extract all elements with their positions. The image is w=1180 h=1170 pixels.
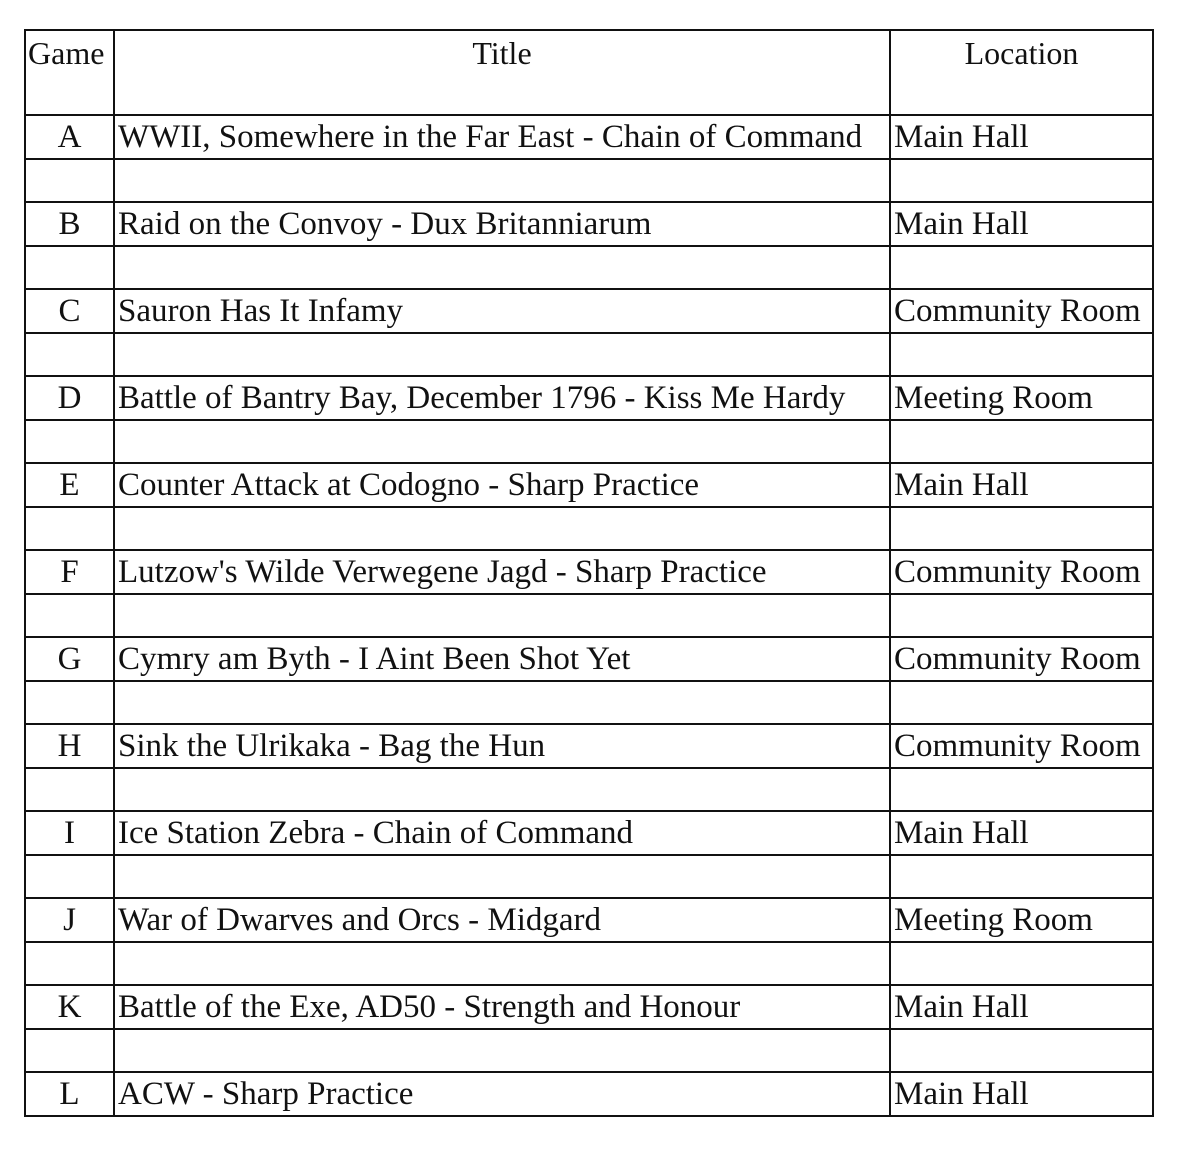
empty-cell [25,942,114,985]
location-cell: Community Room [890,550,1153,594]
spacer-row [25,1029,1153,1072]
spacer-row [25,855,1153,898]
table-row [25,811,1153,855]
location-cell: Main Hall [890,1072,1153,1116]
empty-cell [25,420,114,463]
game-cell: I [25,811,114,855]
spacer-row [25,594,1153,637]
table-row [25,1072,1153,1116]
games-sheet [24,29,1154,1117]
empty-cell [25,594,114,637]
empty-cell [25,1029,114,1072]
game-cell: K [25,985,114,1029]
game-cell: B [25,202,114,246]
title-cell: Battle of the Exe, AD50 - Strength and Honour [114,985,890,1029]
spacer-row [25,768,1153,811]
title-cell: War of Dwarves and Orcs - Midgard [114,898,890,942]
location-cell: Main Hall [890,985,1153,1029]
empty-cell [114,1029,890,1072]
empty-cell [890,246,1153,289]
spacer-row [25,333,1153,376]
title-cell: Counter Attack at Codogno - Sharp Practice [114,463,890,507]
empty-cell [114,681,890,724]
title-cell: Sauron Has It Infamy [114,289,890,333]
title-cell: Ice Station Zebra - Chain of Command [114,811,890,855]
location-cell: Meeting Room [890,376,1153,420]
location-cell: Community Room [890,289,1153,333]
empty-cell [890,681,1153,724]
empty-cell [114,507,890,550]
spacer-row [25,420,1153,463]
empty-cell [890,855,1153,898]
spacer-row [25,507,1153,550]
spacer-row [25,681,1153,724]
empty-cell [25,681,114,724]
game-cell: L [25,1072,114,1116]
table-row [25,289,1153,333]
spacer-row [25,159,1153,202]
table-row [25,376,1153,420]
location-cell: Main Hall [890,463,1153,507]
empty-cell [25,855,114,898]
game-cell: G [25,637,114,681]
location-cell: Main Hall [890,811,1153,855]
empty-cell [114,246,890,289]
header-game: Game [25,30,114,115]
title-cell: Battle of Bantry Bay, December 1796 - Kiss Me Hardy [114,376,890,420]
empty-cell [114,159,890,202]
table-row [25,550,1153,594]
empty-cell [114,768,890,811]
game-cell: C [25,289,114,333]
location-cell: Community Room [890,724,1153,768]
spacer-row [25,246,1153,289]
title-cell: Raid on the Convoy - Dux Britanniarum [114,202,890,246]
location-cell: Main Hall [890,202,1153,246]
empty-cell [114,855,890,898]
title-cell: Cymry am Byth - I Aint Been Shot Yet [114,637,890,681]
table-row [25,724,1153,768]
empty-cell [890,768,1153,811]
empty-cell [890,420,1153,463]
empty-cell [25,768,114,811]
empty-cell [890,942,1153,985]
games-table [24,29,1154,1117]
empty-cell [890,333,1153,376]
empty-cell [25,507,114,550]
empty-cell [890,594,1153,637]
title-cell: WWII, Somewhere in the Far East - Chain of Command [114,115,890,159]
title-cell: ACW - Sharp Practice [114,1072,890,1116]
table-row [25,637,1153,681]
header-row [25,30,1153,115]
empty-cell [25,246,114,289]
empty-cell [114,594,890,637]
header-location: Location [890,30,1153,115]
table-row [25,985,1153,1029]
location-cell: Main Hall [890,115,1153,159]
empty-cell [25,333,114,376]
empty-cell [890,159,1153,202]
empty-cell [114,942,890,985]
header-title: Title [114,30,890,115]
location-cell: Community Room [890,637,1153,681]
game-cell: D [25,376,114,420]
empty-cell [114,420,890,463]
table-row [25,463,1153,507]
empty-cell [25,159,114,202]
game-cell: J [25,898,114,942]
game-cell: H [25,724,114,768]
empty-cell [890,507,1153,550]
location-cell: Meeting Room [890,898,1153,942]
title-cell: Lutzow's Wilde Verwegene Jagd - Sharp Practice [114,550,890,594]
table-row [25,202,1153,246]
empty-cell [114,333,890,376]
table-row [25,115,1153,159]
game-cell: F [25,550,114,594]
title-cell: Sink the Ulrikaka - Bag the Hun [114,724,890,768]
game-cell: A [25,115,114,159]
empty-cell [890,1029,1153,1072]
spacer-row [25,942,1153,985]
table-row [25,898,1153,942]
game-cell: E [25,463,114,507]
